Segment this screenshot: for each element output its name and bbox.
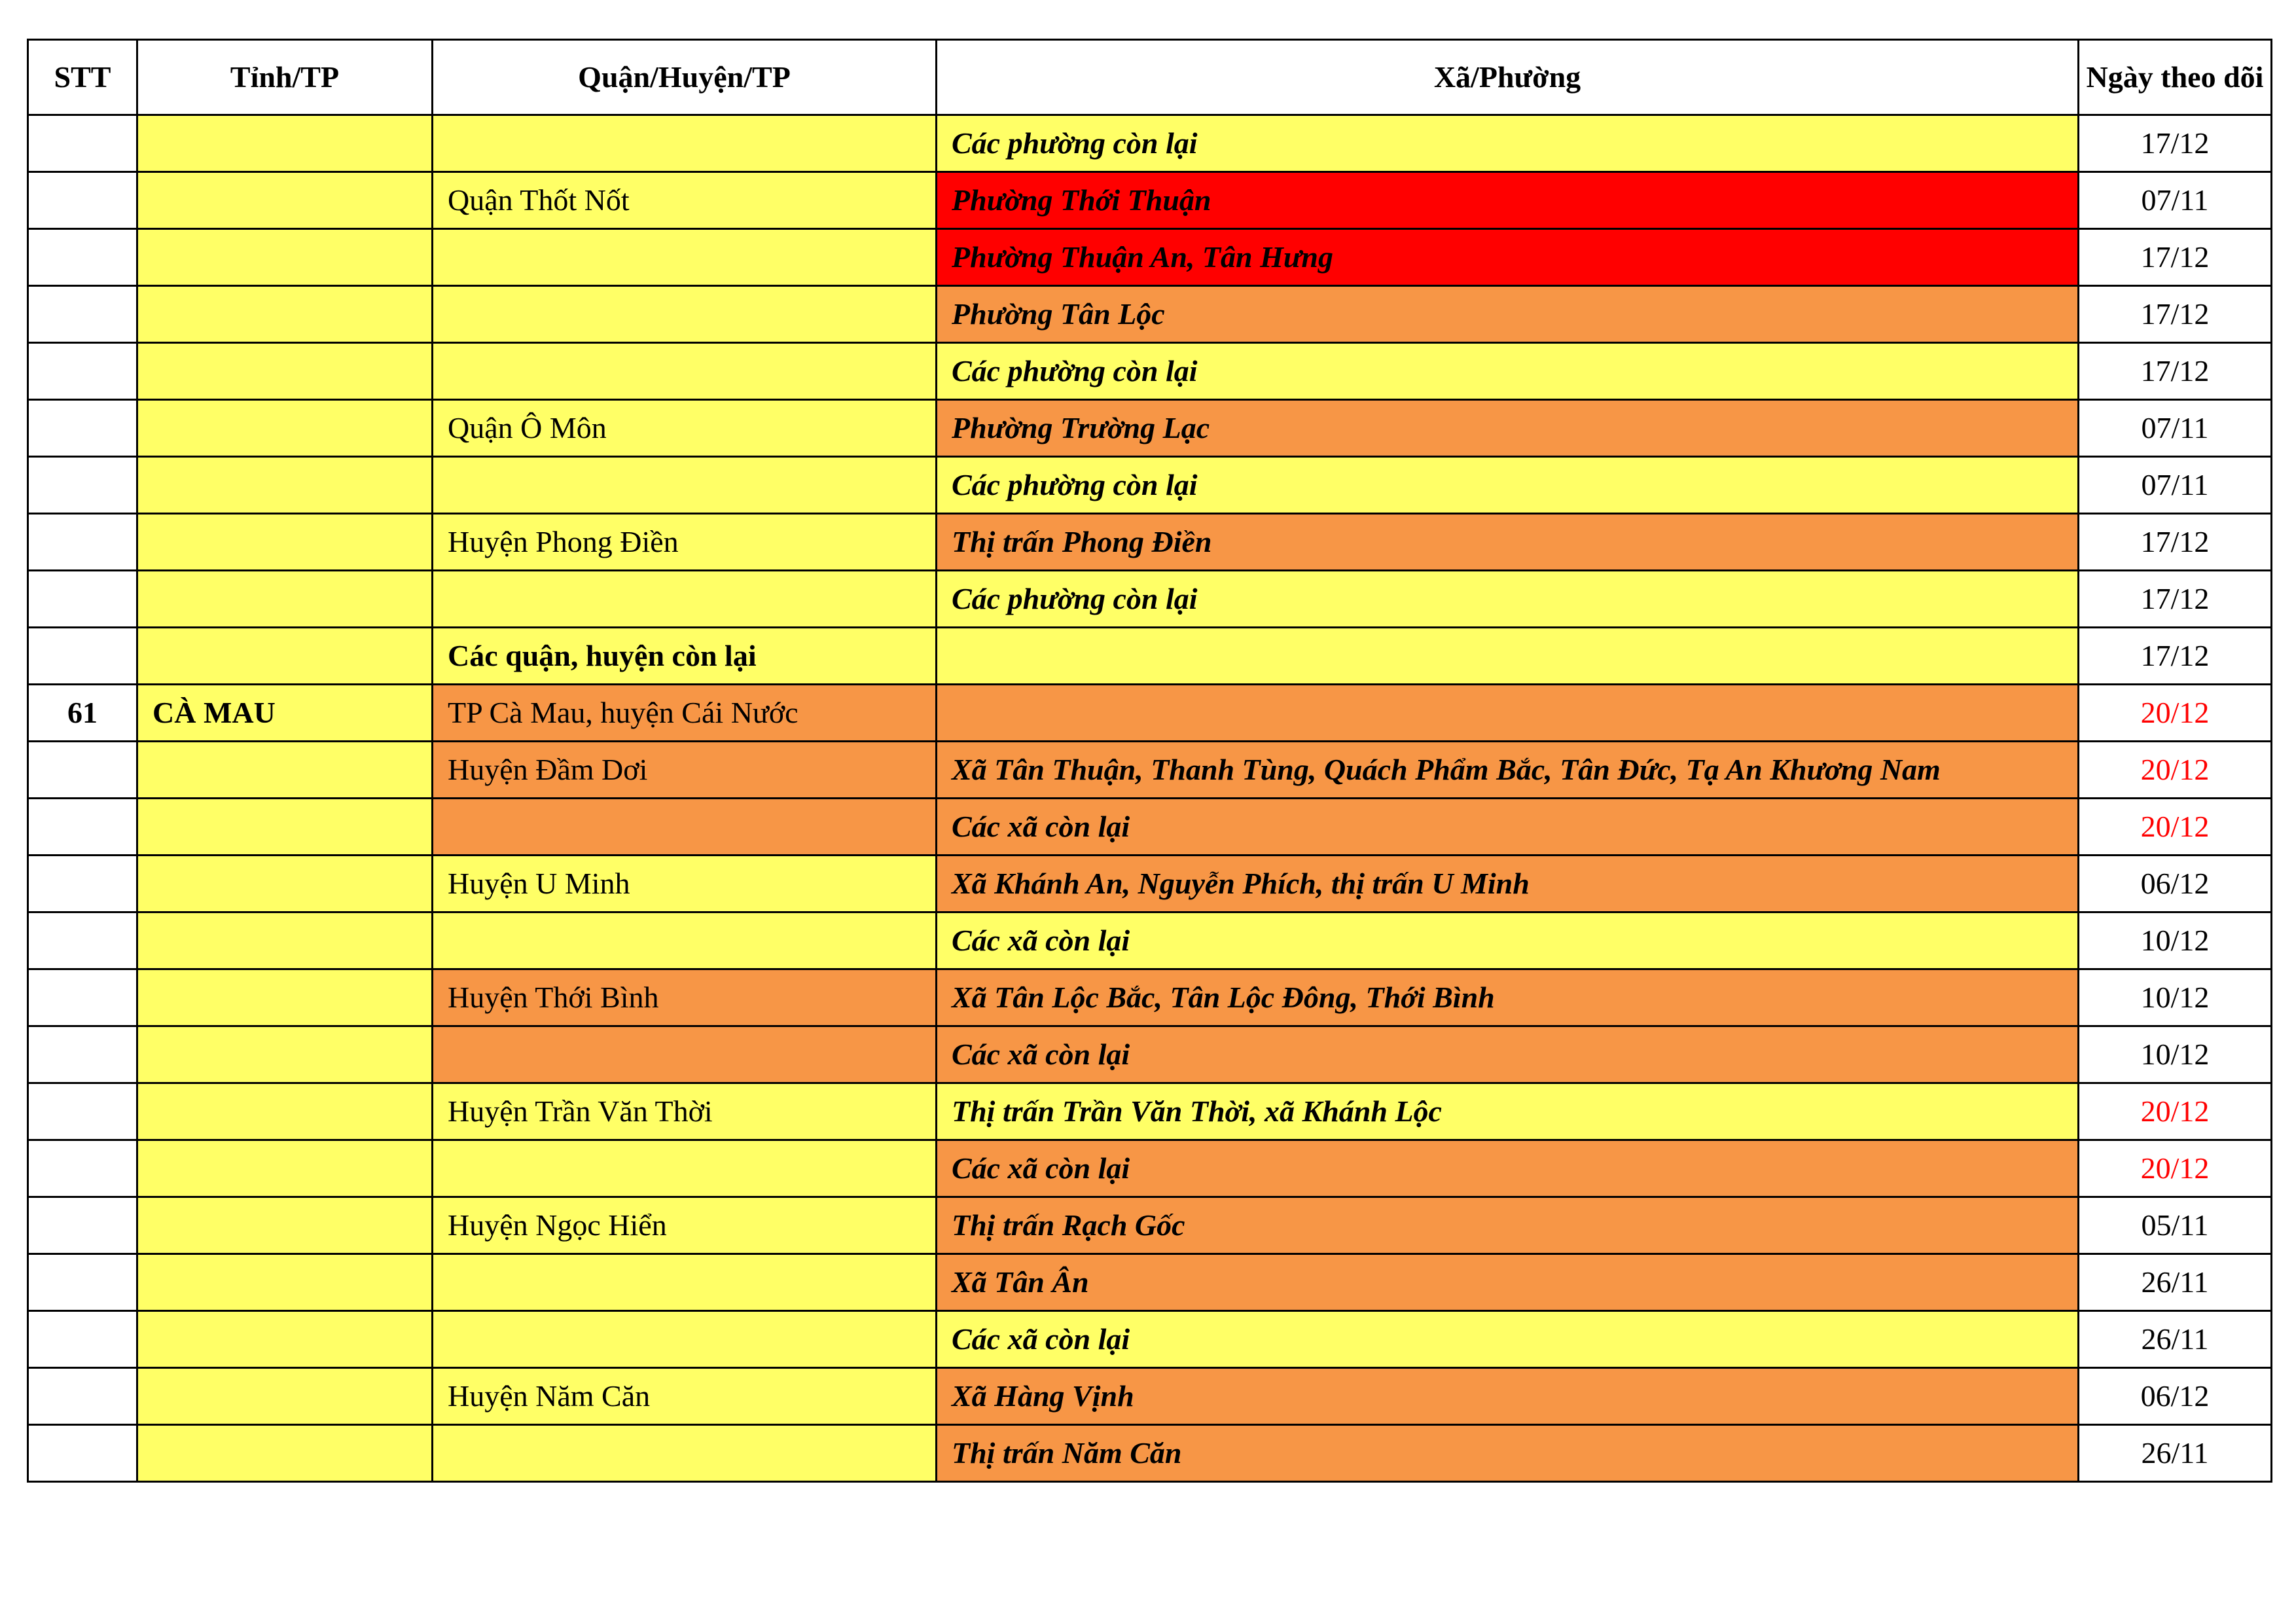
ward-cell: Các xã còn lại [937,1311,2079,1368]
date-cell: 06/12 [2079,856,2272,912]
date-cell: 20/12 [2079,1140,2272,1197]
date-cell: 07/11 [2079,457,2272,514]
district-cell [433,343,937,400]
ward-cell [937,685,2079,742]
table-row [28,1083,2272,1140]
district-cell: Huyện Năm Căn [433,1368,937,1425]
table-row [28,742,2272,799]
date-cell: 07/11 [2079,400,2272,457]
ward-cell: Phường Tân Lộc [937,286,2079,343]
district-cell: Huyện Thới Bình [433,969,937,1026]
stt-cell [28,514,137,571]
ward-cell: Xã Tân Ân [937,1254,2079,1311]
district-cell [433,912,937,969]
ward-cell: Các xã còn lại [937,799,2079,856]
district-cell: Quận Thốt Nốt [433,172,937,229]
district-cell: Các quận, huyện còn lại [433,628,937,685]
date-cell: 17/12 [2079,229,2272,286]
province-cell [137,1083,433,1140]
district-cell: Huyện Phong Điền [433,514,937,571]
table-row [28,1425,2272,1482]
district-cell [433,1140,937,1197]
ward-cell: Xã Tân Lộc Bắc, Tân Lộc Đông, Thới Bình [937,969,2079,1026]
province-cell [137,1425,433,1482]
district-cell [433,571,937,628]
ward-cell: Các phường còn lại [937,457,2079,514]
header-district: Quận/Huyện/TP [433,40,937,115]
date-cell: 26/11 [2079,1311,2272,1368]
district-cell: Huyện Trần Văn Thời [433,1083,937,1140]
province-cell [137,969,433,1026]
header-row [28,40,2272,115]
table-row [28,1254,2272,1311]
ward-cell: Các phường còn lại [937,571,2079,628]
ward-cell: Thị trấn Trần Văn Thời, xã Khánh Lộc [937,1083,2079,1140]
province-cell [137,1368,433,1425]
table-row [28,628,2272,685]
table-row [28,1026,2272,1083]
date-cell: 20/12 [2079,1083,2272,1140]
district-cell [433,799,937,856]
province-cell [137,628,433,685]
date-cell: 26/11 [2079,1425,2272,1482]
header-ward: Xã/Phường [937,40,2079,115]
table-row [28,400,2272,457]
district-cell [433,115,937,172]
ward-cell: Xã Khánh An, Nguyễn Phích, thị trấn U Minh [937,856,2079,912]
date-cell: 26/11 [2079,1254,2272,1311]
date-cell: 17/12 [2079,115,2272,172]
table-row [28,856,2272,912]
table-row [28,172,2272,229]
table-row [28,115,2272,172]
district-cell: Huyện Đầm Dơi [433,742,937,799]
province-cell [137,457,433,514]
province-cell [137,229,433,286]
stt-cell [28,1311,137,1368]
date-cell: 06/12 [2079,1368,2272,1425]
table-row [28,1140,2272,1197]
ward-cell: Xã Hàng Vịnh [937,1368,2079,1425]
stt-cell [28,457,137,514]
ward-cell: Phường Thới Thuận [937,172,2079,229]
table-row [28,799,2272,856]
table-row [28,571,2272,628]
province-cell [137,343,433,400]
date-cell: 17/12 [2079,343,2272,400]
province-cell [137,514,433,571]
ward-cell: Các phường còn lại [937,115,2079,172]
stt-cell [28,1026,137,1083]
province-cell [137,400,433,457]
district-cell [433,457,937,514]
table-row [28,1197,2272,1254]
ward-cell: Các xã còn lại [937,1140,2079,1197]
stt-cell [28,969,137,1026]
district-cell [433,1254,937,1311]
table-row [28,969,2272,1026]
stt-cell [28,1425,137,1482]
header-date: Ngày theo dõi [2079,40,2272,115]
province-cell: CÀ MAU [137,685,433,742]
ward-cell: Xã Tân Thuận, Thanh Tùng, Quách Phẩm Bắc, Tân Đức, Tạ An Khương Nam [937,742,2079,799]
district-cell [433,286,937,343]
province-cell [137,172,433,229]
district-cell: Quận Ô Môn [433,400,937,457]
date-cell: 20/12 [2079,685,2272,742]
stt-cell [28,343,137,400]
stt-cell [28,628,137,685]
province-cell [137,571,433,628]
stt-cell [28,912,137,969]
header-province: Tỉnh/TP [137,40,433,115]
ward-cell: Các xã còn lại [937,912,2079,969]
table-row [28,229,2272,286]
district-cell [433,229,937,286]
date-cell: 17/12 [2079,628,2272,685]
date-cell: 10/12 [2079,1026,2272,1083]
table-row [28,912,2272,969]
stt-cell [28,286,137,343]
stt-cell [28,1140,137,1197]
district-cell [433,1311,937,1368]
date-cell: 17/12 [2079,514,2272,571]
table-row [28,286,2272,343]
district-cell [433,1425,937,1482]
table-body [28,115,2272,1482]
date-cell: 20/12 [2079,742,2272,799]
province-cell [137,1197,433,1254]
district-cell: Huyện U Minh [433,856,937,912]
date-cell: 10/12 [2079,912,2272,969]
stt-cell [28,400,137,457]
stt-cell [28,229,137,286]
date-cell: 17/12 [2079,571,2272,628]
stt-cell [28,1368,137,1425]
province-cell [137,799,433,856]
province-cell [137,1254,433,1311]
stt-cell [28,115,137,172]
ward-cell: Phường Thuận An, Tân Hưng [937,229,2079,286]
ward-cell: Phường Trường Lạc [937,400,2079,457]
province-cell [137,286,433,343]
ward-cell: Các xã còn lại [937,1026,2079,1083]
province-cell [137,1140,433,1197]
date-cell: 05/11 [2079,1197,2272,1254]
stt-cell [28,571,137,628]
date-cell: 20/12 [2079,799,2272,856]
province-cell [137,1026,433,1083]
ward-cell: Thị trấn Phong Điền [937,514,2079,571]
ward-cell: Thị trấn Rạch Gốc [937,1197,2079,1254]
date-cell: 07/11 [2079,172,2272,229]
province-cell [137,856,433,912]
province-cell [137,1311,433,1368]
tracking-table [27,39,2272,1483]
stt-cell [28,1083,137,1140]
stt-cell [28,799,137,856]
table-row [28,1311,2272,1368]
stt-cell [28,172,137,229]
stt-cell: 61 [28,685,137,742]
district-cell: Huyện Ngọc Hiển [433,1197,937,1254]
province-cell [137,742,433,799]
stt-cell [28,1197,137,1254]
table-row [28,343,2272,400]
stt-cell [28,1254,137,1311]
ward-cell: Các phường còn lại [937,343,2079,400]
stt-cell [28,742,137,799]
date-cell: 17/12 [2079,286,2272,343]
district-cell: TP Cà Mau, huyện Cái Nước [433,685,937,742]
province-cell [137,115,433,172]
header-stt: STT [28,40,137,115]
date-cell: 10/12 [2079,969,2272,1026]
district-cell [433,1026,937,1083]
ward-cell: Thị trấn Năm Căn [937,1425,2079,1482]
table-row [28,514,2272,571]
table-row [28,1368,2272,1425]
table-row [28,457,2272,514]
table-row [28,685,2272,742]
stt-cell [28,856,137,912]
ward-cell [937,628,2079,685]
province-cell [137,912,433,969]
